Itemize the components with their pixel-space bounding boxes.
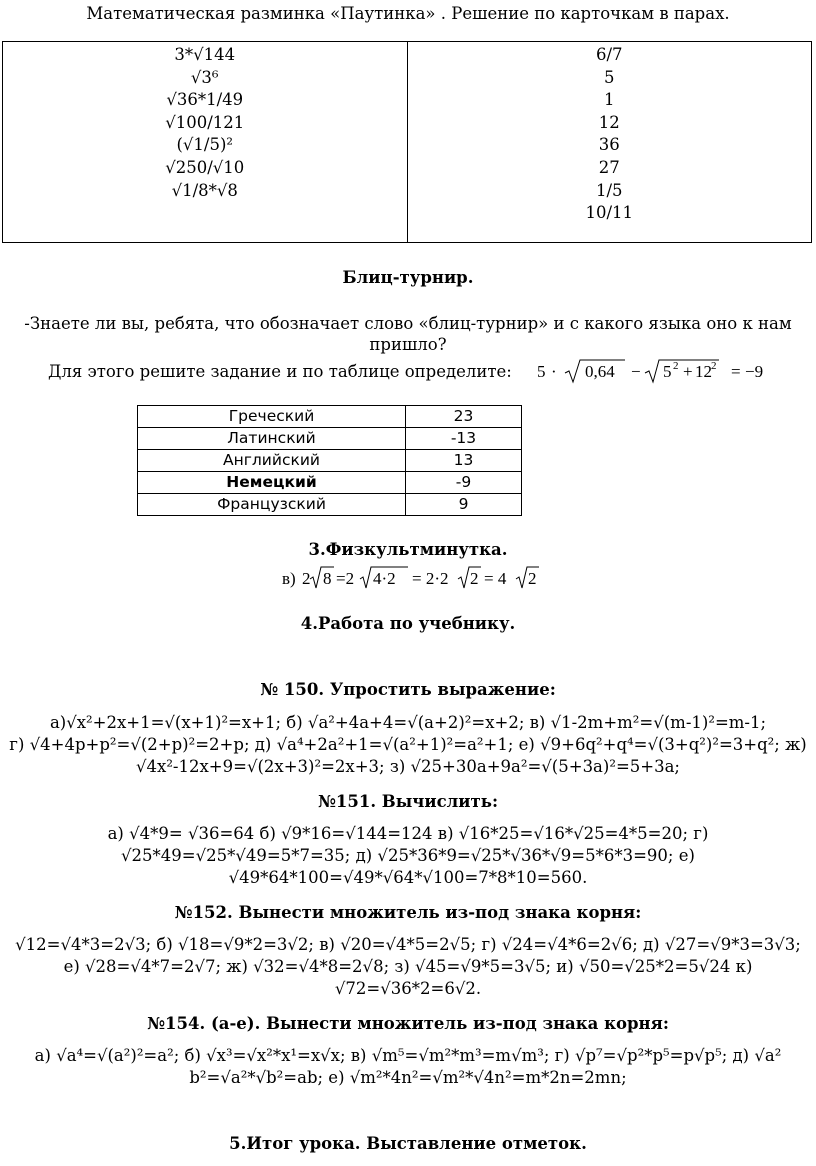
blitz-instruction: Для этого решите задание и по таблице определите: bbox=[48, 362, 512, 381]
ex151-line: √25*49=√25*√49=5*7=35; д) √25*36*9=√25*√36*√9=5*6*3=90; е) bbox=[121, 846, 695, 865]
card-answer: 12 bbox=[598, 112, 620, 132]
formula-rad2-b: 12 bbox=[695, 362, 712, 381]
fizkult-formula bbox=[280, 562, 540, 592]
card-answer: 1/5 bbox=[595, 180, 623, 200]
ex150-line: √4x²-12x+9=√(2x+3)²=2x+3; з) √25+30a+9a²=√(5+3a)²=5+3a; bbox=[136, 757, 680, 776]
card-expression: √36*1/49 bbox=[166, 90, 244, 110]
ex152-line: √72=√36*2=6√2. bbox=[334, 979, 482, 998]
formula-exp-1: 2 bbox=[673, 360, 679, 372]
fiz-part-6: 2 bbox=[470, 569, 479, 588]
blitz-question-line2: пришло? bbox=[369, 335, 447, 354]
fiz-part-8: 2 bbox=[528, 569, 537, 588]
formula-rad2-a: 5 bbox=[663, 362, 672, 381]
language-row bbox=[138, 472, 522, 494]
ex154-line: b²=√a²*√b²=ab; е) √m²*4n²=√m²*√4n²=m*2n=2mn; bbox=[189, 1068, 627, 1087]
blitz-formula bbox=[535, 356, 775, 386]
language-value: -13 bbox=[406, 428, 522, 450]
ex150-line: а)√x²+2x+1=√(x+1)²=x+1; б) √a²+4a+4=√(a+2)²=x+2; в) √1-2m+m²=√(m-1)²=m-1; bbox=[49, 713, 767, 732]
card-expression: (√1/5)² bbox=[176, 135, 234, 155]
fiz-part-2: 8 bbox=[323, 569, 332, 588]
card-answer: 36 bbox=[598, 135, 620, 155]
language-value: -9 bbox=[406, 472, 522, 494]
language-row bbox=[138, 406, 522, 428]
language-value: 9 bbox=[406, 494, 522, 516]
language-name: Латинский bbox=[138, 428, 406, 450]
language-row bbox=[138, 494, 522, 516]
language-row bbox=[138, 428, 522, 450]
card-expression: √1/8*√8 bbox=[171, 180, 238, 200]
ex154-line: а) √a⁴=√(a²)²=a²; б) √x³=√x²*x¹=x√x; в) √m⁵=√m²*m³=m√m³; г) √p⁷=√p²*p⁵=p√p⁵; д) √a² bbox=[34, 1046, 782, 1065]
ex152-line: √12=√4*3=2√3; б) √18=√9*2=3√2; в) √20=√4*5=2√5; г) √24=√4*6=2√6; д) √27=√9*3=3√3; bbox=[15, 935, 801, 954]
ex154-body bbox=[0, 1045, 816, 1089]
formula-equals: = bbox=[731, 362, 741, 381]
fiz-part-1: 2 bbox=[302, 569, 311, 588]
ex150-heading: № 150. Упростить выражение: bbox=[260, 680, 556, 699]
card-expression: √250/√10 bbox=[165, 157, 245, 177]
fizkult-heading: 3.Физкультминутка. bbox=[308, 540, 508, 559]
blitz-heading: Блиц-турнир. bbox=[342, 268, 474, 287]
language-name: Французский bbox=[138, 494, 406, 516]
ex151-line: а) √4*9= √36=64 б) √9*16=√144=124 в) √16*25=√16*√25=4*5=20; г) bbox=[107, 824, 709, 843]
card-answer: 6/7 bbox=[595, 45, 623, 64]
languages-table bbox=[137, 405, 522, 516]
card-answer: 5 bbox=[604, 67, 615, 87]
formula-rad2-plus: + bbox=[683, 362, 693, 381]
textbook-heading: 4.Работа по учебнику. bbox=[300, 614, 516, 633]
ex151-body bbox=[0, 823, 816, 889]
card-expression: √100/121 bbox=[165, 112, 245, 132]
ex150-line: г) √4+4p+p²=√(2+p)²=2+p; д) √a⁴+2a²+1=√(a²+1)²=a²+1; е) √9+6q²+q⁴=√(3+q²)²=3+q²; ж) bbox=[9, 735, 807, 754]
fiz-part-4: 4·2 bbox=[373, 569, 396, 588]
fiz-part-7: = 4 bbox=[484, 569, 507, 588]
fiz-part-3: =2 bbox=[336, 569, 355, 588]
cards-left-cell bbox=[3, 42, 408, 243]
formula-dot: · bbox=[551, 362, 557, 381]
formula-rad1: 0,64 bbox=[585, 362, 615, 381]
card-expression: √3⁶ bbox=[190, 67, 219, 87]
formula-minus: − bbox=[631, 362, 641, 381]
language-row bbox=[138, 450, 522, 472]
language-value: 23 bbox=[406, 406, 522, 428]
ex152-heading: №152. Вынести множитель из-под знака корня: bbox=[174, 903, 642, 922]
ex154-heading: №154. (а-е). Вынести множитель из-под знака корня: bbox=[147, 1014, 669, 1033]
card-expression: 3*√144 bbox=[174, 45, 236, 64]
formula-exp-2: 2 bbox=[711, 360, 717, 372]
language-name: Греческий bbox=[138, 406, 406, 428]
blitz-question-line1: -Знаете ли вы, ребята, что обозначает слово «блиц-турнир» и с какого языка оно к нам bbox=[24, 314, 792, 333]
fiz-part-5: = 2·2 bbox=[412, 569, 449, 588]
cards-table bbox=[2, 41, 812, 243]
card-answer: 1 bbox=[604, 90, 615, 110]
formula-result: −9 bbox=[745, 362, 764, 381]
ex151-line: √49*64*100=√49*√64*√100=7*8*10=560. bbox=[228, 868, 588, 887]
cards-right-cell bbox=[407, 42, 812, 243]
page-title: Математическая разминка «Паутинка» . Решение по карточкам в парах. bbox=[86, 4, 730, 23]
fiz-prefix: в) bbox=[282, 569, 296, 588]
ex150-body bbox=[0, 712, 816, 778]
card-answer: 27 bbox=[598, 157, 620, 177]
summary-heading: 5.Итог урока. Выставление отметок. bbox=[229, 1134, 587, 1153]
language-value: 13 bbox=[406, 450, 522, 472]
card-answer: 10/11 bbox=[585, 203, 634, 223]
language-name: Немецкий bbox=[138, 472, 406, 494]
language-name: Английский bbox=[138, 450, 406, 472]
ex152-body bbox=[0, 934, 816, 1000]
formula-coef: 5 bbox=[537, 362, 546, 381]
ex152-line: е) √28=√4*7=2√7; ж) √32=√4*8=2√8; з) √45=√9*5=3√5; и) √50=√25*2=5√24 к) bbox=[63, 957, 753, 976]
ex151-heading: №151. Вычислить: bbox=[317, 792, 499, 811]
